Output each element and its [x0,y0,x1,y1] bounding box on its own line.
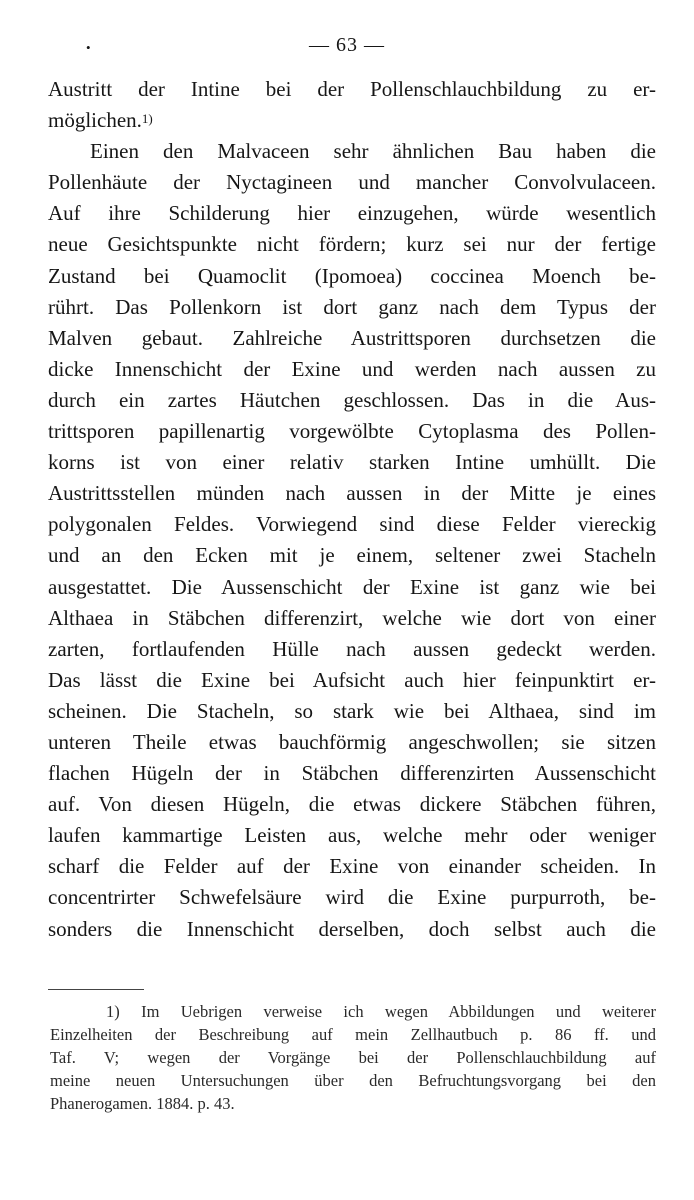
text-line: neue Gesichtspunkte nicht fördern; kurz sei nur der fertige [48,232,656,257]
text-line: Zustand bei Quamoclit (Ipomoea) coccinea Moench be- [48,263,656,288]
text-line: Austrittsstellen münden nach aussen in der Mitte je eines [48,481,656,506]
page-number: — 63 — [309,34,385,56]
text-line: korns ist von einer relativ starken Intine umhüllt. Die [48,450,656,475]
text-line-content: möglichen. [48,108,142,133]
footnote-line: Taf. V; wegen der Vorgänge bei der Pollenschlauchbildung auf [50,1048,656,1067]
footnote-reference: 1) [141,111,153,127]
text-line: Austritt der Intine bei der Pollenschlauchbildung zu er- [48,77,656,101]
text-line: trittsporen papillenartig vorgewölbte Cytoplasma des Pollen- [48,419,656,444]
text-line: durch ein zartes Häutchen geschlossen. Das in die Aus- [48,387,656,412]
text-line: flachen Hügeln der in Stäbchen differenzirten Aussenschicht [48,761,656,786]
text-line [48,105,656,136]
text-line: polygonalen Feldes. Vorwiegend sind diese Felder viereckig [48,512,656,537]
footnote-line: Phanerogamen. 1884. p. 43. [50,1094,235,1113]
footnote-line: Einzelheiten der Beschreibung auf mein Zellhautbuch p. 86 ff. und [50,1025,656,1044]
text-line: und an den Ecken mit je einem, seltener zwei Stacheln [48,543,656,568]
footnote [50,1000,656,1115]
text-line: unteren Theile etwas bauchförmig angeschwollen; sie sitzen [48,729,656,754]
text-line: ausgestattet. Die Aussenschicht der Exine ist ganz wie bei [48,574,656,599]
footnote-divider [48,989,144,990]
text-line: Malven gebaut. Zahlreiche Austrittsporen durchsetzen die [48,325,656,350]
text-line: Einen den Malvaceen sehr ähnlichen Bau haben die [90,139,656,164]
text-line: auf. Von diesen Hügeln, die etwas dickere Stäbchen führen, [48,792,656,817]
text-line: scharf die Felder auf der Exine von einander scheiden. In [48,854,656,879]
text-line: rührt. Das Pollenkorn ist dort ganz nach dem Typus der [48,294,656,319]
text-line: zarten, fortlaufenden Hülle nach aussen gedeckt werden. [48,636,656,661]
text-line: Auf ihre Schilderung hier einzugehen, würde wesentlich [48,201,656,226]
footnote-line: 1) Im Uebrigen verweise ich wegen Abbildungen und weiterer [106,1002,656,1021]
text-line: Althaea in Stäbchen differenzirt, welche wie dort von einer [48,605,656,630]
text-line: laufen kammartige Leisten aus, welche mehr oder weniger [48,823,656,848]
text-line: scheinen. Die Stacheln, so stark wie bei Althaea, sind im [48,698,656,723]
body-text [48,74,656,945]
text-line: concentrirter Schwefelsäure wird die Exine purpurroth, be- [48,885,656,910]
footnote-line: meine neuen Untersuchungen über den Befruchtungsvorgang bei den [50,1071,656,1090]
margin-dot: • [86,40,91,55]
text-line: sonders die Innenschicht derselben, doch selbst auch die [48,916,656,941]
text-line: dicke Innenschicht der Exine und werden nach aussen zu [48,356,656,381]
text-line: Pollenhäute der Nyctagineen und mancher Convolvulaceen. [48,170,656,195]
text-line: Das lässt die Exine bei Aufsicht auch hier feinpunktirt er- [48,667,656,692]
